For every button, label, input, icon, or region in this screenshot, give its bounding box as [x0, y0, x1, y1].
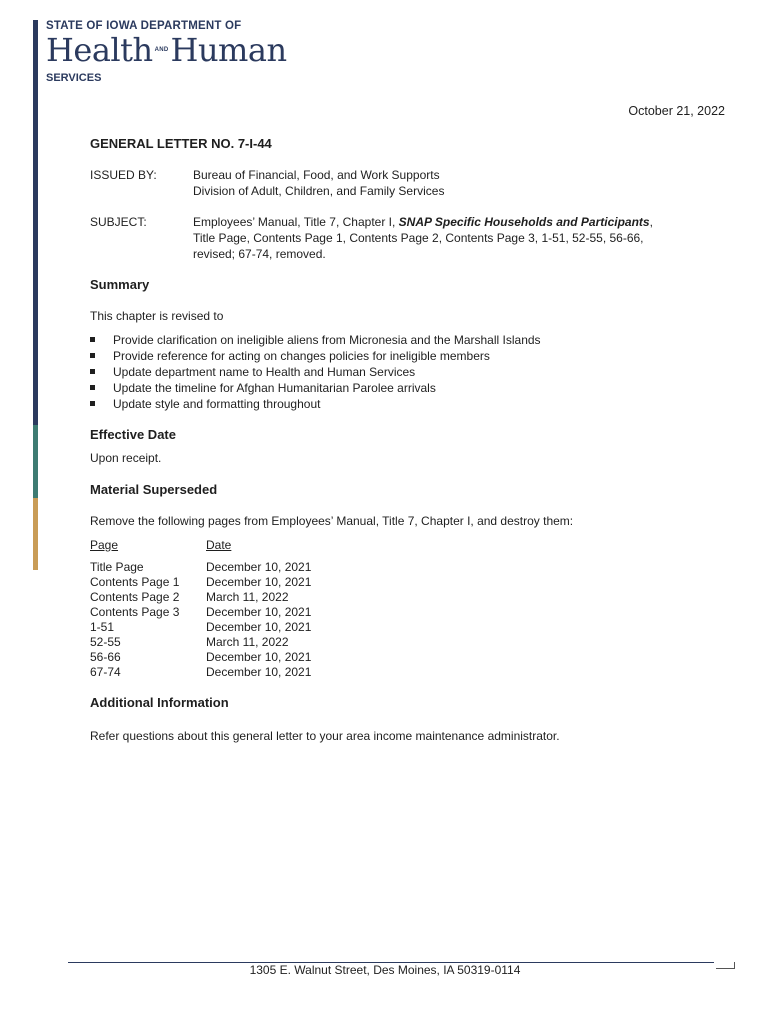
table-row: [90, 575, 311, 590]
page-corner-mark: [716, 962, 735, 969]
column-header-date: Date: [206, 538, 232, 552]
date-cell: December 10, 2021: [206, 560, 312, 574]
superseded-pages-table: [90, 560, 311, 680]
date-cell: March 11, 2022: [206, 590, 289, 604]
page-cell: 52-55: [90, 635, 121, 649]
issued-by-label: ISSUED BY:: [90, 168, 157, 182]
bullet-text: Update the timeline for Afghan Humanitarian Parolee arrivals: [113, 381, 436, 395]
date-cell: December 10, 2021: [206, 620, 312, 634]
letter-date: October 21, 2022: [628, 104, 725, 118]
subject-line1-prefix: Employees’ Manual, Title 7, Chapter I,: [193, 215, 399, 229]
date-cell: December 10, 2021: [206, 605, 312, 619]
date-cell: December 10, 2021: [206, 665, 312, 679]
bullet-square-icon: [90, 401, 95, 406]
table-row: [90, 620, 311, 635]
table-row: [90, 590, 311, 605]
bullet-text: Update department name to Health and Human Services: [113, 365, 416, 379]
summary-bullet-list: [90, 332, 541, 412]
list-item: [90, 364, 541, 380]
page-cell: 56-66: [90, 650, 121, 664]
bullet-square-icon: [90, 353, 95, 358]
page-cell: Contents Page 3: [90, 605, 180, 619]
bullet-text: Provide reference for acting on changes policies for ineligible members: [113, 349, 490, 363]
accent-bar-teal: [33, 425, 38, 498]
material-superseded-intro: Remove the following pages from Employees’ Manual, Title 7, Chapter I, and destroy them:: [90, 514, 574, 528]
logo-bottom-line: SERVICES: [46, 72, 102, 84]
subject-line2: Title Page, Contents Page 1, Contents Page 2, Contents Page 3, 1-51, 52-55, 56-66,: [193, 231, 644, 245]
date-cell: December 10, 2021: [206, 575, 312, 589]
subject-label: SUBJECT:: [90, 215, 147, 229]
date-cell: March 11, 2022: [206, 635, 289, 649]
accent-bar-navy: [33, 20, 38, 425]
effective-date-heading: Effective Date: [90, 427, 176, 442]
page-cell: 67-74: [90, 665, 121, 679]
logo-wordmark: [46, 32, 287, 68]
page-cell: Title Page: [90, 560, 144, 574]
subject-title-emphasis: SNAP Specific Households and Participants: [398, 215, 650, 229]
summary-heading: Summary: [90, 277, 150, 292]
bullet-square-icon: [90, 369, 95, 374]
table-row: [90, 650, 311, 665]
table-row: [90, 560, 311, 575]
bullet-text: Provide clarification on ineligible aliens from Micronesia and the Marshall Islands: [113, 333, 541, 347]
additional-information-text: Refer questions about this general letter to your area income maintenance administrator.: [90, 729, 560, 743]
summary-intro: This chapter is revised to: [90, 309, 224, 323]
logo-word-human: Human: [170, 31, 287, 69]
effective-date-text: Upon receipt.: [90, 451, 162, 465]
footer-address: 1305 E. Walnut Street, Des Moines, IA 50319-0114: [249, 963, 521, 977]
subject-line1: [193, 215, 653, 230]
table-row: [90, 605, 311, 620]
logo-and: AND: [154, 47, 169, 53]
subject-line1-suffix: ,: [649, 215, 653, 229]
bullet-square-icon: [90, 385, 95, 390]
logo-top-line: STATE OF IOWA DEPARTMENT OF: [46, 20, 242, 32]
issued-by-line1: Bureau of Financial, Food, and Work Supports: [193, 168, 440, 182]
subject-line3: revised; 67-74, removed.: [193, 247, 326, 261]
column-header-page: Page: [90, 538, 119, 552]
page-cell: 1-51: [90, 620, 115, 634]
hhs-logo: [46, 20, 287, 84]
material-superseded-heading: Material Superseded: [90, 482, 218, 497]
additional-information-heading: Additional Information: [90, 695, 229, 710]
table-row: [90, 635, 311, 650]
table-row: [90, 665, 311, 680]
accent-bar-gold: [33, 498, 38, 570]
list-item: [90, 332, 541, 348]
bullet-square-icon: [90, 337, 95, 342]
letter-number: GENERAL LETTER NO. 7-I-44: [90, 136, 272, 151]
page-cell: Contents Page 1: [90, 575, 180, 589]
page-cell: Contents Page 2: [90, 590, 180, 604]
logo-word-health: Health: [46, 31, 153, 69]
date-cell: December 10, 2021: [206, 650, 312, 664]
issued-by-line2: Division of Adult, Children, and Family Services: [193, 184, 445, 198]
list-item: [90, 348, 541, 364]
bullet-text: Update style and formatting throughout: [113, 397, 321, 411]
list-item: [90, 380, 541, 396]
list-item: [90, 396, 541, 412]
